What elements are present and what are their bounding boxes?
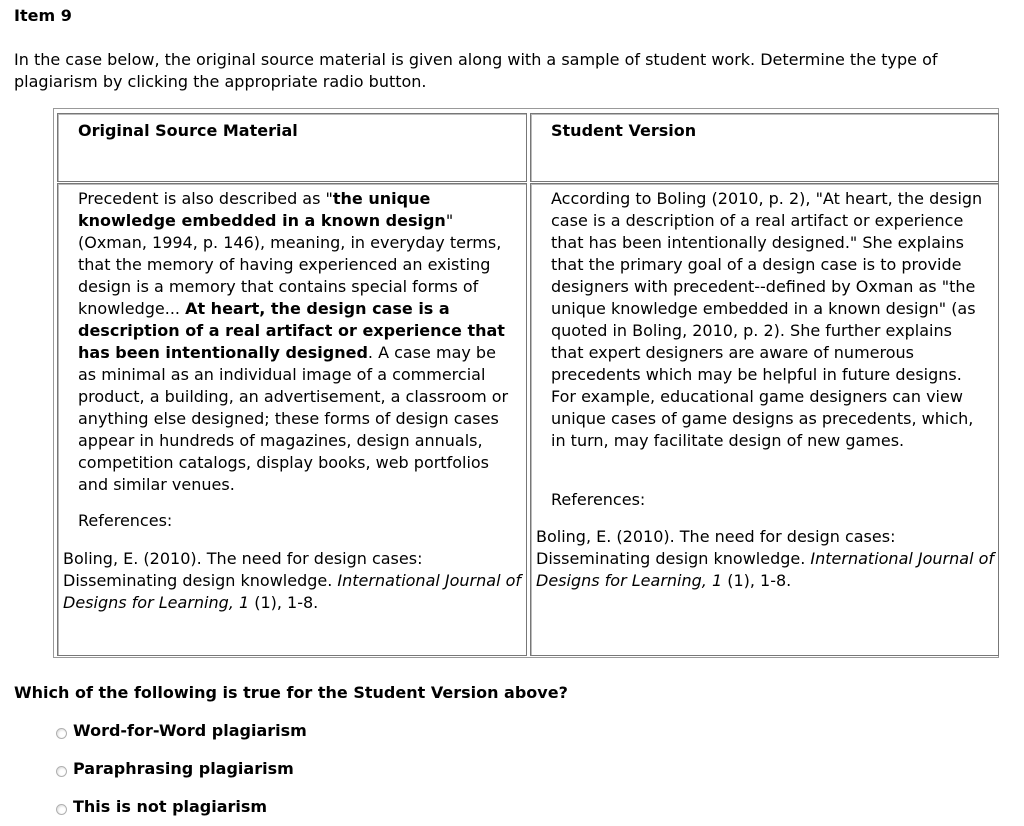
option-word-for-word[interactable] (56, 720, 307, 742)
original-references-label: References: (78, 511, 173, 530)
radio-word-for-word[interactable] (56, 728, 67, 739)
student-header-cell (530, 113, 999, 182)
instructions: In the case below, the original source material is given along with a sample of student work. Determine the type of plagiarism by clicking the appropriate radio button. (14, 50, 938, 91)
question-text: Which of the following is true for the Student Version above? (14, 683, 568, 702)
option-paraphrasing[interactable] (56, 758, 294, 780)
radio-not-plagiarism[interactable] (56, 804, 67, 815)
radio-paraphrasing[interactable] (56, 766, 67, 777)
comparison-table (53, 108, 999, 658)
option-not-plagiarism[interactable] (56, 796, 267, 818)
student-version-cell (530, 183, 999, 656)
student-reference: Boling, E. (2010). The need for design cases: Disseminating design knowledge. International Journal of Designs for Learning, 1 (1), 1-8. (536, 527, 995, 590)
option-label: Word-for-Word plagiarism (73, 721, 307, 740)
student-header: Student Version (551, 121, 697, 140)
original-source-text: Precedent is also described as "the unique knowledge embedded in a known design" (Oxman, 1994, p. 146), meaning, in everyday terms, that the memory of having experienced an existing design is a memory that contains special forms of knowledge... At heart, the design case is a description of a real artifact or experience that has been intentionally designed. A case may be as minimal as an individual image of a commercial product, a building, an advertisement, a classroom or anything else designed; these forms of design cases appear in hundreds of magazines, design annuals, competition catalogs, display books, web portfolios and similar venues. (78, 189, 509, 494)
student-references-label: References: (551, 490, 646, 509)
original-reference: Boling, E. (2010). The need for design cases: Disseminating design knowledge. International Journal of Designs for Learning, 1 (1), 1-8. (63, 549, 522, 612)
option-label: Paraphrasing plagiarism (73, 759, 294, 778)
original-header: Original Source Material (78, 121, 298, 140)
option-label: This is not plagiarism (73, 797, 268, 816)
item-title: Item 9 (14, 6, 72, 25)
original-header-cell (57, 113, 527, 182)
original-source-cell (57, 183, 527, 656)
student-version-text: According to Boling (2010, p. 2), "At heart, the design case is a description of a real artifact or experience that has been intentionally designed." She explains that the primary goal of a design case is to provide designers with precedent--defined by Oxman as "the unique knowledge embedded in a known design" (as quoted in Boling, 2010, p. 2). She further explains that expert designers are aware of numerous precedents which may be helpful in future designs. For example, educational game designers can view unique cases of game designs as precedents, which, in turn, may facilitate design of new games. (551, 189, 983, 450)
